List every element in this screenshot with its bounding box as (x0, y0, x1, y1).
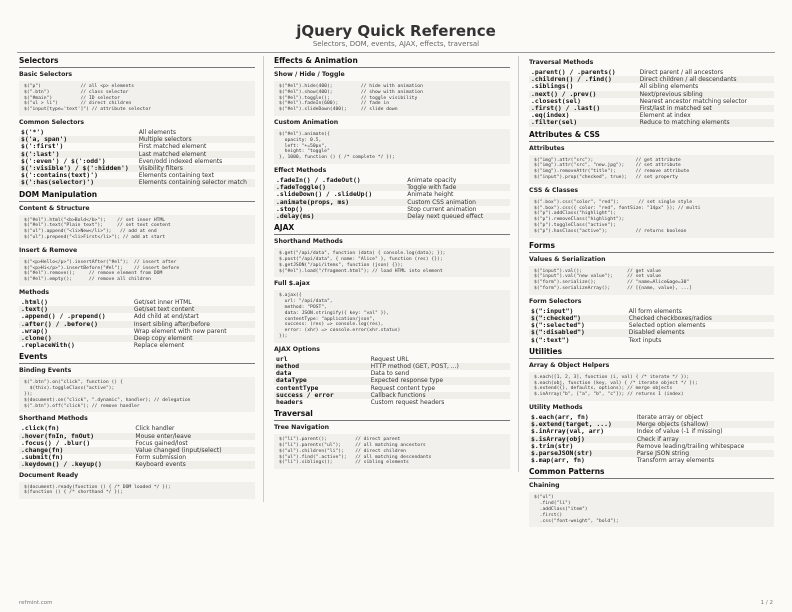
method-description: Focus gained/lost (135, 439, 188, 447)
method-description: Direct children / all descendants (638, 76, 774, 83)
code-block-insert: $("<p>Hello</p>").insertAfter("#el"); // insert after $("<p>Hi</p>").insertBefore("#el"); // insert before $("#el").remove(); // remove element from DOM $("#el").empty(); // remove all children (19, 257, 255, 286)
method-description: Index of value (-1 if missing) (636, 428, 723, 436)
reference-table (529, 308, 774, 344)
method-description: Add child at end/start (133, 313, 199, 321)
table-row (274, 199, 510, 206)
subsection-title: Methods (19, 288, 50, 296)
method-description: Last matched element (137, 151, 255, 158)
table-row (529, 119, 774, 126)
method-description: Multiple selectors (137, 136, 255, 143)
method-name: $(':visible') / $(':hidden') (19, 165, 137, 172)
method-name: .closest(sel) (531, 96, 582, 105)
section-title-forms: Forms (529, 241, 774, 253)
method-description: Data to send (370, 370, 410, 378)
method-description: Request content type (370, 384, 436, 392)
method-description: Custom request headers (370, 398, 445, 406)
table-row (19, 321, 255, 328)
method-name: url (276, 354, 288, 363)
subsection-title: Shorthand Methods (19, 415, 88, 423)
method-name: .stop() (276, 204, 303, 213)
table-row (529, 337, 774, 344)
method-name: $.inArray(val, arr) (531, 427, 605, 436)
method-description: All form elements (628, 307, 682, 315)
code-block-chaining: $("ul") .find("li") .addClass("item") .first() .css("font-weight", "bold"); (529, 492, 774, 527)
method-description: Text inputs (628, 336, 662, 344)
table-row (19, 299, 255, 306)
method-name: $('*') (21, 127, 45, 136)
code-block-attributes: $("img").attr("src"); // get attribute $("img").attr("src", "new.jpg"); // set attribute $("img").removeAttr("title"); // remove attribute $("input").prop("checked", true); // set property (529, 155, 774, 184)
method-name: $(":input") (531, 306, 574, 315)
method-name: data (276, 369, 292, 378)
code-block-ready: $(document).ready(function () { /* DOM loaded */ }); $(function () { /* shorthand */ }); (19, 482, 255, 500)
method-name: $(':contains(text)') (21, 171, 98, 180)
method-description: Reduce to matching elements (638, 119, 774, 126)
code-block-ajax-shorthand: $.get("/api/data", function (data) { console.log(data); }); $.post("/api/data", { name: "Alice" }, function (res) {}); $.getJSON("/api/items", function (json) {}); $("#el").load("/fragment.html"); // load HTML into element (274, 248, 510, 277)
method-name: .siblings() (531, 82, 574, 91)
method-name: .wrap() (21, 326, 48, 335)
method-name: $(':first') (21, 142, 64, 151)
method-name: .text() (19, 306, 132, 313)
table-row (274, 370, 510, 377)
subsection-title: Effect Methods (274, 166, 327, 174)
method-description: Elements containing selector match (137, 179, 255, 186)
column-1 (19, 56, 264, 502)
method-name: $.parseJSON(str) (529, 450, 635, 457)
subsection-title: Binding Events (19, 367, 72, 375)
section-title-traversal: Traversal (274, 409, 510, 421)
method-description: All sibling elements (639, 83, 699, 91)
method-name: .first() / .last() (529, 105, 638, 112)
method-description: Remove leading/trailing whitespace (636, 442, 745, 450)
method-description: Nearest ancestor matching selector (639, 97, 747, 105)
method-description: Get/set inner HTML (133, 298, 192, 306)
subsection-title: Chaining (529, 482, 560, 490)
subsection-title: AJAX Options (274, 345, 320, 353)
reference-table (274, 177, 510, 220)
subsection-title: Tree Navigation (274, 424, 329, 432)
section-title-events: Events (19, 352, 255, 364)
method-description: Parse JSON string (635, 450, 774, 457)
section-title-effects: Effects & Animation (274, 56, 510, 68)
method-name: .next() / .prev() (529, 91, 638, 98)
method-description: Elements containing text (138, 172, 214, 180)
method-name: method (274, 363, 369, 370)
method-name: .append() / .prepend() (21, 312, 106, 321)
method-name: .after() / .before() (19, 321, 132, 328)
subsection-title: Utility Methods (529, 403, 583, 411)
column-3 (529, 56, 774, 530)
method-description: Merge objects (shallow) (635, 421, 774, 428)
method-name: .children() / .find() (529, 76, 638, 83)
column-2 (274, 56, 519, 472)
code-block-binding: $(".btn").on("click", function () { $(this).toggleClass("active"); }); $(document).on("click", ".dynamic", handler); // delegation $(".btn").off("click"); // remove handler (19, 377, 255, 412)
method-description: Element at index (639, 112, 691, 120)
section-title-patterns: Common Patterns (529, 467, 774, 479)
method-description: Disabled elements (627, 329, 774, 336)
method-name: .fadeIn() / .fadeOut() (276, 175, 361, 184)
method-name: .filter(sel) (529, 119, 638, 126)
method-name: .html() (21, 297, 48, 306)
method-description: Replace element (133, 342, 185, 350)
method-name: $('a, span') (19, 136, 137, 143)
method-name: $.each(arr, fn) (531, 412, 589, 421)
table-row (19, 342, 255, 349)
table-row (274, 213, 510, 220)
table-row (274, 356, 510, 363)
code-block-tree: $("li").parent(); // direct parent $("li").parents("ul"); // all matching ancestors $("ul").children("li"); // direct children $("ul").find(".active"); // all matching descendants $("li").siblings(); // sibling elements (274, 434, 510, 469)
method-description: Insert sibling after/before (132, 321, 255, 328)
method-description: Next/previous sibling (638, 91, 774, 98)
code-block-animate: $("#el").animate({ opacity: 0.5, left: "+=50px", height: "toggle" }, 1000, function () { /* complete */ }); (274, 129, 510, 164)
method-description: First matched element (138, 143, 207, 151)
page-subtitle: Selectors, DOM, events, AJAX, effects, traversal (312, 40, 480, 48)
method-name: $(':even') / $(':odd') (21, 156, 106, 165)
method-name: .delay(ms) (274, 213, 405, 220)
footer-site: refmint.com (19, 600, 53, 606)
reference-table (19, 299, 255, 349)
method-name: $.trim(str) (531, 441, 574, 450)
method-name: .animate(props, ms) (274, 199, 405, 206)
method-name: $(":checked") (529, 315, 627, 322)
method-name: $(":selected") (531, 321, 585, 330)
subsection-title: Shorthand Methods (274, 238, 343, 246)
method-description: Check if array (635, 436, 774, 443)
method-description: Deep copy element (132, 335, 255, 342)
subsection-title: Insert & Remove (19, 246, 78, 254)
reference-table (529, 69, 774, 127)
method-description: Even/odd indexed elements (138, 157, 223, 165)
method-description: Custom CSS animation (405, 199, 510, 206)
method-name: .eq(index) (531, 111, 570, 120)
subsection-title: Form Selectors (529, 297, 582, 305)
method-description: Toggle with fade (405, 184, 510, 191)
subsection-title: CSS & Classes (529, 186, 579, 194)
method-name: .slideDown() / .slideUp() (276, 190, 373, 199)
method-description: HTTP method (GET, POST, ...) (369, 363, 510, 370)
reference-table (274, 356, 510, 406)
method-description: Iterate array or object (636, 413, 703, 421)
method-description: Checked checkboxes/radios (627, 315, 774, 322)
method-description: Get/set text content (132, 306, 255, 313)
table-row (274, 363, 510, 370)
method-name: $(":text") (531, 335, 570, 344)
reference-table (19, 425, 255, 468)
method-description: Expected response type (369, 377, 510, 384)
subsection-title: Full $.ajax (274, 280, 310, 288)
method-description: All elements (138, 128, 176, 136)
method-name: $.extend(target, ...) (529, 421, 635, 428)
reference-table (19, 129, 255, 187)
subsection-title: Basic Selectors (19, 71, 73, 78)
code-block-show-hide: $("#el").hide(400); // hide with animation $("#el").show(400); // show with animation $("#el").toggle(); // toggle visibility $("#el").fadeIn(600); // fade in $("#el").slideDown(400); // slide down (274, 81, 510, 116)
subsection-title: Traversal Methods (529, 59, 594, 66)
code-block-basic-selectors: $("p") // all <p> elements $(".btn") // class selector $("#main") // ID selector $("ul > li") // direct children $("input[type='text']") // attribute selector (19, 81, 255, 116)
subsection-title: Custom Animation (274, 118, 339, 126)
method-name: .hover(fnIn, fnOut) (19, 433, 133, 440)
table-row (19, 179, 255, 186)
method-description: Callback functions (369, 392, 510, 399)
header-divider (17, 52, 775, 53)
method-name: .change(fn) (19, 447, 133, 454)
method-description: Value changed (input/select) (133, 447, 255, 454)
subsection-title: Common Selectors (19, 118, 85, 126)
section-title-dom: DOM Manipulation (19, 190, 255, 202)
method-description: Visibility filters (137, 165, 255, 172)
method-name: headers (276, 397, 303, 406)
method-description: First/last in matched set (638, 105, 774, 112)
method-description: Keyboard events (133, 461, 255, 468)
code-block-values: $("input").val(); // get value $("input").val("new value"); // set value $("form").serialize(); // "name=Alice&age=30" $("form").serializeArray(); // [{name, value}, ...] (529, 266, 774, 295)
method-name: .parent() / .parents() (531, 68, 616, 76)
method-description: Wrap element with new parent (133, 327, 227, 335)
section-title-ajax: AJAX (274, 223, 510, 235)
subsection-title: Attributes (529, 144, 565, 152)
table-row (19, 328, 255, 335)
method-name: success / error (274, 392, 369, 399)
method-description: Selected option elements (628, 322, 706, 330)
method-name: dataType (274, 377, 369, 384)
table-row (19, 461, 255, 468)
method-name: $(':last') (19, 151, 137, 158)
page-title: jQuery Quick Reference (296, 22, 496, 40)
method-description: Form submission (135, 454, 187, 462)
subsection-title: Document Ready (19, 471, 79, 479)
method-description: Animate height (407, 191, 454, 199)
section-title-attributes-css: Attributes & CSS (529, 130, 774, 142)
method-name: .keydown() / .keyup() (19, 461, 133, 468)
section-title-selectors: Selectors (19, 56, 255, 68)
page-header (0, 22, 792, 49)
method-name: .focus() / .blur() (21, 438, 91, 447)
method-name: .clone() (19, 335, 132, 342)
subsection-title: Array & Object Helpers (529, 361, 610, 369)
method-description: Animate opacity (407, 176, 457, 184)
section-title-utilities: Utilities (529, 347, 774, 359)
footer-page-number: 1 / 2 (760, 600, 773, 606)
reference-table (529, 414, 774, 464)
method-description: Click handler (135, 425, 175, 433)
method-description: Stop current animation (407, 205, 477, 213)
table-row (274, 399, 510, 406)
method-description: Direct parent / all ancestors (639, 69, 724, 76)
method-name: .replaceWith() (21, 341, 75, 350)
code-block-ajax-full: $.ajax({ url: "/api/data", method: "POST", data: JSON.stringify({ key: "val" }), contentType: "application/json", success: (res) => console.log(res), error: (xhr) => console.error(xhr.status) }); (274, 290, 510, 342)
method-description: Transform array elements (636, 457, 715, 465)
method-name: $(':has(selector)') (19, 179, 137, 186)
method-description: Delay next queued effect (405, 213, 510, 220)
table-row (274, 392, 510, 399)
subsection-title: Content & Structure (19, 204, 90, 212)
method-name: .click(fn) (21, 424, 60, 433)
method-description: Request URL (370, 355, 409, 363)
code-block-css: $(".box").css("color", "red"); // set single style $(".box").css({ color: "red", fontSize: "14px" }); // multi $("p").addClass("highlight"); $("p").removeClass("highlight"); $("p").toggleClass("active"); $("p").hasClass("active"); // returns boolean (529, 197, 774, 238)
method-name: $.isArray(obj) (529, 436, 635, 443)
subsection-title: Show / Hide / Toggle (274, 71, 345, 78)
subsection-title: Values & Serialization (529, 255, 606, 263)
method-name: contentType (276, 383, 319, 392)
code-block-array: $.each([1, 2, 3], function (i, val) { /* iterate */ }); $.each(obj, function (key, val) { /* iterate object */ }); $.extend({}, defaults, options); // merge objects $.inArray("b", ["a", "b", "c"]); // returns 1 (index) (529, 372, 774, 401)
table-row (529, 457, 774, 464)
method-name: $.map(arr, fn) (531, 456, 585, 465)
method-description: Mouse enter/leave (133, 433, 255, 440)
method-name: .fadeToggle() (274, 184, 405, 191)
method-name: $(":disabled") (529, 329, 627, 336)
code-block-content: $("#el").html("<b>Bold</b>"); // set inner HTML $("#el").text("Plain text"); // set text content $("ul").append("<li>New</li>"); // add at end $("ul").prepend("<li>First</li>"); // add at start (19, 215, 255, 244)
method-name: .submit(fn) (21, 453, 64, 462)
